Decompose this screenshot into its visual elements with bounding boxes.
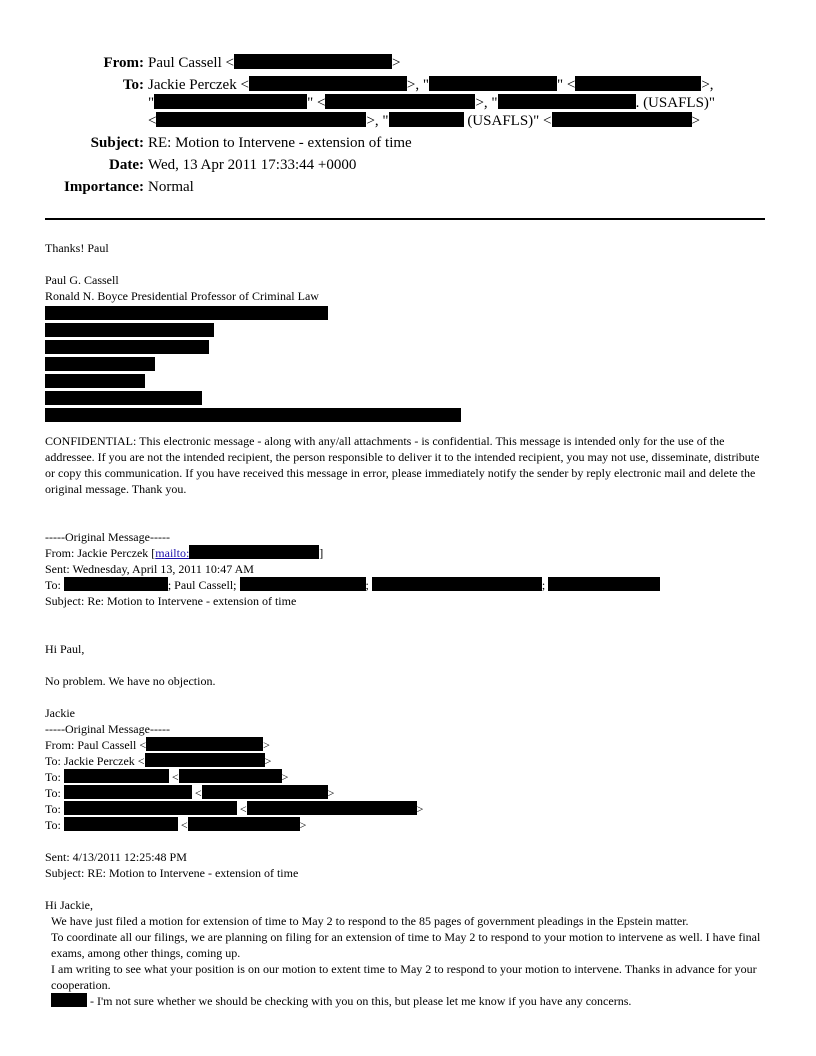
subject-label: Subject: (90, 135, 144, 151)
orig2-sent: Sent: 4/13/2011 12:25:48 PM (45, 850, 187, 864)
redaction (179, 769, 282, 783)
redaction (45, 374, 145, 388)
redaction (325, 94, 475, 109)
redaction (548, 577, 660, 591)
paragraph-2: To coordinate all our filings, we are planning on filing for an extension of time to May 2 to respond to your motion to intervene as well. I have final exams, among other things, coming up. (51, 930, 761, 960)
orig2-to: To: < > (45, 770, 289, 784)
paragraph-3: I am writing to see what your position is on our motion to extent time to May 2 to respond to your motion to intervene. Thanks in advance for your cooperation. (51, 962, 757, 992)
to-line-1: Jackie Perczek < >, " " < >, (148, 77, 714, 93)
redaction (249, 76, 407, 91)
to-line-3: < >, " (USAFLS)" < > (148, 113, 700, 129)
redaction (234, 54, 392, 69)
no-problem-line: No problem. We have no objection. (45, 674, 216, 688)
orig2-to: To: < > (45, 818, 307, 832)
redaction (429, 76, 557, 91)
redaction (146, 737, 263, 751)
original-message-marker: -----Original Message----- (45, 530, 170, 544)
date-value: Wed, 13 Apr 2011 17:33:44 +0000 (148, 157, 357, 173)
redaction (64, 785, 192, 799)
signature-name: Paul G. Cassell (45, 273, 119, 287)
redaction (154, 94, 307, 109)
redaction (64, 801, 237, 815)
mailto-link[interactable]: mailto: (155, 546, 190, 560)
orig1-subject: Subject: Re: Motion to Intervene - extension of time (45, 594, 297, 608)
redaction (64, 769, 169, 783)
jackie-signoff: Jackie (45, 706, 75, 720)
redaction (45, 323, 214, 337)
paragraph-4: - I'm not sure whether we should be checking with you on this, but please let me know if you have any concerns. (45, 993, 770, 1009)
paragraph-1: We have just filed a motion for extension of time to May 2 to respond to the 85 pages of government pleadings in the Epstein matter. (51, 914, 689, 928)
greeting-jackie: Hi Jackie, (45, 898, 93, 912)
orig2-to: To: < > (45, 802, 424, 816)
redaction (64, 577, 168, 591)
original-message-marker: -----Original Message----- (45, 722, 170, 736)
redaction (202, 785, 328, 799)
from-value: Paul Cassell < > (148, 55, 401, 71)
redaction (45, 391, 202, 405)
redaction (575, 76, 701, 91)
orig1-from: From: Jackie Perczek [mailto: ] (45, 546, 324, 560)
redaction (389, 112, 464, 127)
to-line-2: " " < >, " . (USAFLS)" (148, 95, 716, 111)
signature-redactions (45, 306, 770, 422)
redaction (45, 357, 155, 371)
redaction (240, 577, 366, 591)
redaction (45, 408, 461, 422)
to-label: To: (122, 77, 144, 93)
date-label: Date: (109, 157, 144, 173)
redaction (552, 112, 692, 127)
email-body (45, 240, 770, 1009)
greeting-paul: Hi Paul, (45, 642, 85, 656)
orig2-to: To: < > (45, 786, 335, 800)
redaction (145, 753, 265, 767)
header-divider (45, 218, 765, 220)
redaction (51, 993, 87, 1007)
orig2-to-jackie: To: Jackie Perczek < > (45, 754, 272, 768)
orig2-from: From: Paul Cassell < > (45, 738, 270, 752)
redaction (498, 94, 636, 109)
redaction (45, 340, 209, 354)
thanks-line: Thanks! Paul (45, 241, 109, 255)
redaction (189, 545, 319, 559)
redaction (156, 112, 366, 127)
redaction (45, 306, 328, 320)
signature-title: Ronald N. Boyce Presidential Professor of Criminal Law (45, 289, 319, 303)
redaction (247, 801, 417, 815)
orig1-sent: Sent: Wednesday, April 13, 2011 10:47 AM (45, 562, 254, 576)
redaction (64, 817, 178, 831)
orig2-subject: Subject: RE: Motion to Intervene - extension of time (45, 866, 299, 880)
from-label: From: (103, 55, 144, 71)
subject-value: RE: Motion to Intervene - extension of time (148, 135, 412, 151)
confidentiality-notice: CONFIDENTIAL: This electronic message - along with any/all attachments - is confidential. This message is intended only for the use of the addressee. If you are not the intended recipient, the person responsible to deliver it to the intended recipient, you may not use, disseminate, distribute or copy this communication. If you have received this message in error, please immediately notify the sender by reply electronic mail and delete the original message. Thank you. (45, 434, 760, 496)
redaction (188, 817, 300, 831)
importance-value: Normal (148, 179, 194, 195)
redaction (372, 577, 542, 591)
orig1-to: To: ; Paul Cassell; ; ; (45, 577, 770, 593)
importance-label: Importance: (64, 179, 144, 195)
